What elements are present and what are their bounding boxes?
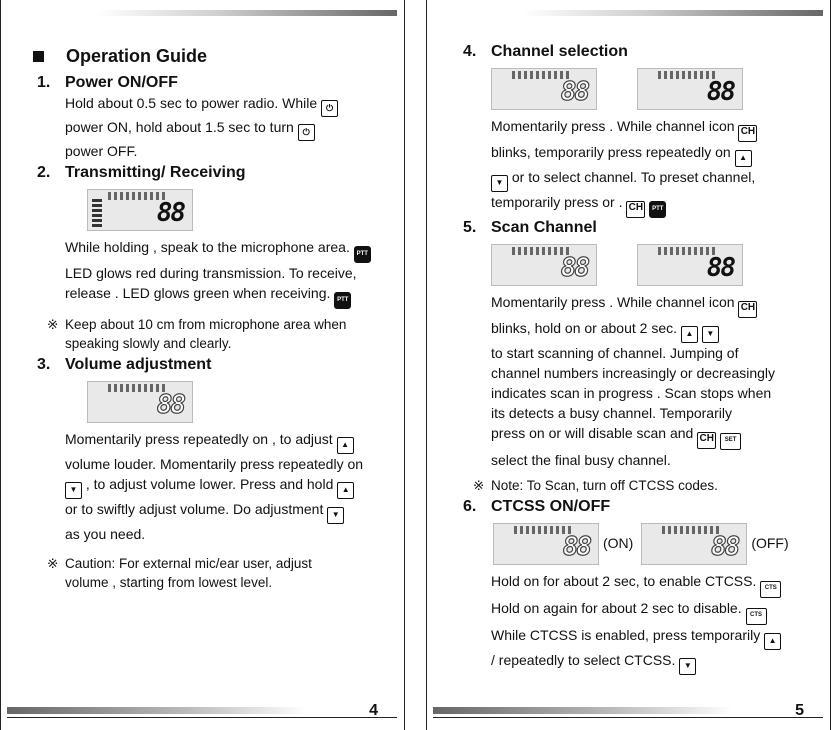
down-key-icon: ▼ — [491, 175, 508, 192]
footer-bar — [7, 707, 307, 714]
section-text: Momentarily press . While channel icon CH blinks, hold on or about 2 sec. ▲ ▼ to start scanning of channel. Jumping of channel numbers increasingly or decreasingly indicates scan in progress . Scan stops when its detects a busy channel. Temporarily press on or will disable scan and CH SET select the final busy channel. — [491, 294, 776, 468]
bullet-square-icon — [33, 51, 44, 62]
up-key-icon: ▲ — [735, 150, 752, 167]
lcd-display-image: 88 — [641, 523, 747, 565]
down-key-icon: ▼ — [679, 658, 696, 675]
cts-key-icon: CTS — [746, 608, 767, 625]
cts-key-icon: CTS — [760, 581, 781, 598]
off-label: (OFF) — [751, 535, 789, 551]
on-label: (ON) — [603, 535, 634, 551]
lcd-pair — [449, 62, 820, 116]
ptt-key-icon: PTT — [334, 292, 351, 309]
section-text: Momentarily press repeatedly on , to adjust ▲ volume louder. Momentarily press repeatedly on ▼ , to adjust volume lower. Press and hold ▲ or to swiftly adjust volume. Do adjustment ▼ as you need. — [65, 431, 364, 542]
ptt-key-icon: PTT — [354, 246, 371, 263]
footer-bar — [433, 707, 733, 714]
header-bar — [97, 10, 397, 16]
lcd-display-image: 88 — [491, 244, 597, 286]
lcd-display-image: 88 — [637, 244, 743, 286]
page-number: 4 — [369, 702, 378, 719]
lcd-pair — [449, 238, 820, 292]
page-number: 5 — [795, 702, 804, 719]
ptt-key-icon: PTT — [649, 201, 666, 218]
lcd-pair — [429, 517, 820, 571]
section-title: 6. CTCSS ON/OFF — [463, 498, 611, 515]
section-text: Hold on for about 2 sec, to enable CTCSS. CTS Hold on again for about 2 sec to disable. CTS While CTCSS is enabled, press temporarily ▲ / repeatedly to select CTCSS. ▼ — [449, 571, 820, 675]
power-key-icon: ⏻ — [298, 124, 315, 141]
guide-title: Operation Guide — [66, 46, 208, 66]
ch-key-icon: CH — [738, 125, 757, 142]
section-text: While holding , speak to the microphone area. PTT LED glows red during transmission. To receive, release . LED glows green when receiving. PTT — [23, 237, 394, 309]
section-title: 5. Scan Channel — [463, 219, 597, 236]
section-text: Momentarily press . While channel icon CH blinks, temporarily press repeatedly on ▲ ▼ or to select channel. To preset channel, temporarily press or . CH PTT — [449, 116, 820, 218]
ch-key-icon: CH — [738, 301, 757, 318]
note-text: ※ Caution: For external mic/ear user, adjust volume , starting from lowest level. — [47, 556, 312, 590]
ch-key-icon: CH — [626, 201, 645, 218]
lcd-display-image: 88 — [493, 523, 599, 565]
section-title: 2. Transmitting/ Receiving — [37, 164, 246, 181]
power-key-icon: ⏻ — [321, 100, 338, 117]
down-key-icon: ▼ — [327, 507, 344, 524]
up-key-icon: ▲ — [337, 482, 354, 499]
up-key-icon: ▲ — [337, 437, 354, 454]
lcd-display-image: 88 — [637, 68, 743, 110]
down-key-icon: ▼ — [65, 482, 82, 499]
section-title: 4. Channel selection — [463, 43, 628, 60]
section-title: 1. Power ON/OFF — [37, 74, 178, 91]
down-key-icon: ▼ — [702, 326, 719, 343]
lcd-display-image: 88 — [491, 68, 597, 110]
section-text: Hold about 0.5 sec to power radio. While ⏻ power ON, hold about 1.5 sec to turn ⏻ power OFF. — [23, 93, 394, 161]
lcd-display-image: 88 — [87, 381, 193, 423]
section-heading — [23, 46, 394, 67]
header-bar — [523, 10, 823, 16]
note-text: ※ Keep about 10 cm from microphone area when speaking slowly and clearly. — [47, 317, 347, 351]
manual-page-right — [426, 0, 831, 730]
set-key-icon: SET — [720, 433, 741, 450]
note-text: ※ Note: To Scan, turn off CTCSS codes. — [473, 478, 718, 493]
up-key-icon: ▲ — [764, 633, 781, 650]
manual-page-left — [0, 0, 405, 730]
ch-key-icon: CH — [697, 432, 716, 449]
lcd-display-image: 88 — [87, 189, 193, 231]
section-title: 3. Volume adjustment — [37, 356, 212, 373]
up-key-icon: ▲ — [681, 326, 698, 343]
